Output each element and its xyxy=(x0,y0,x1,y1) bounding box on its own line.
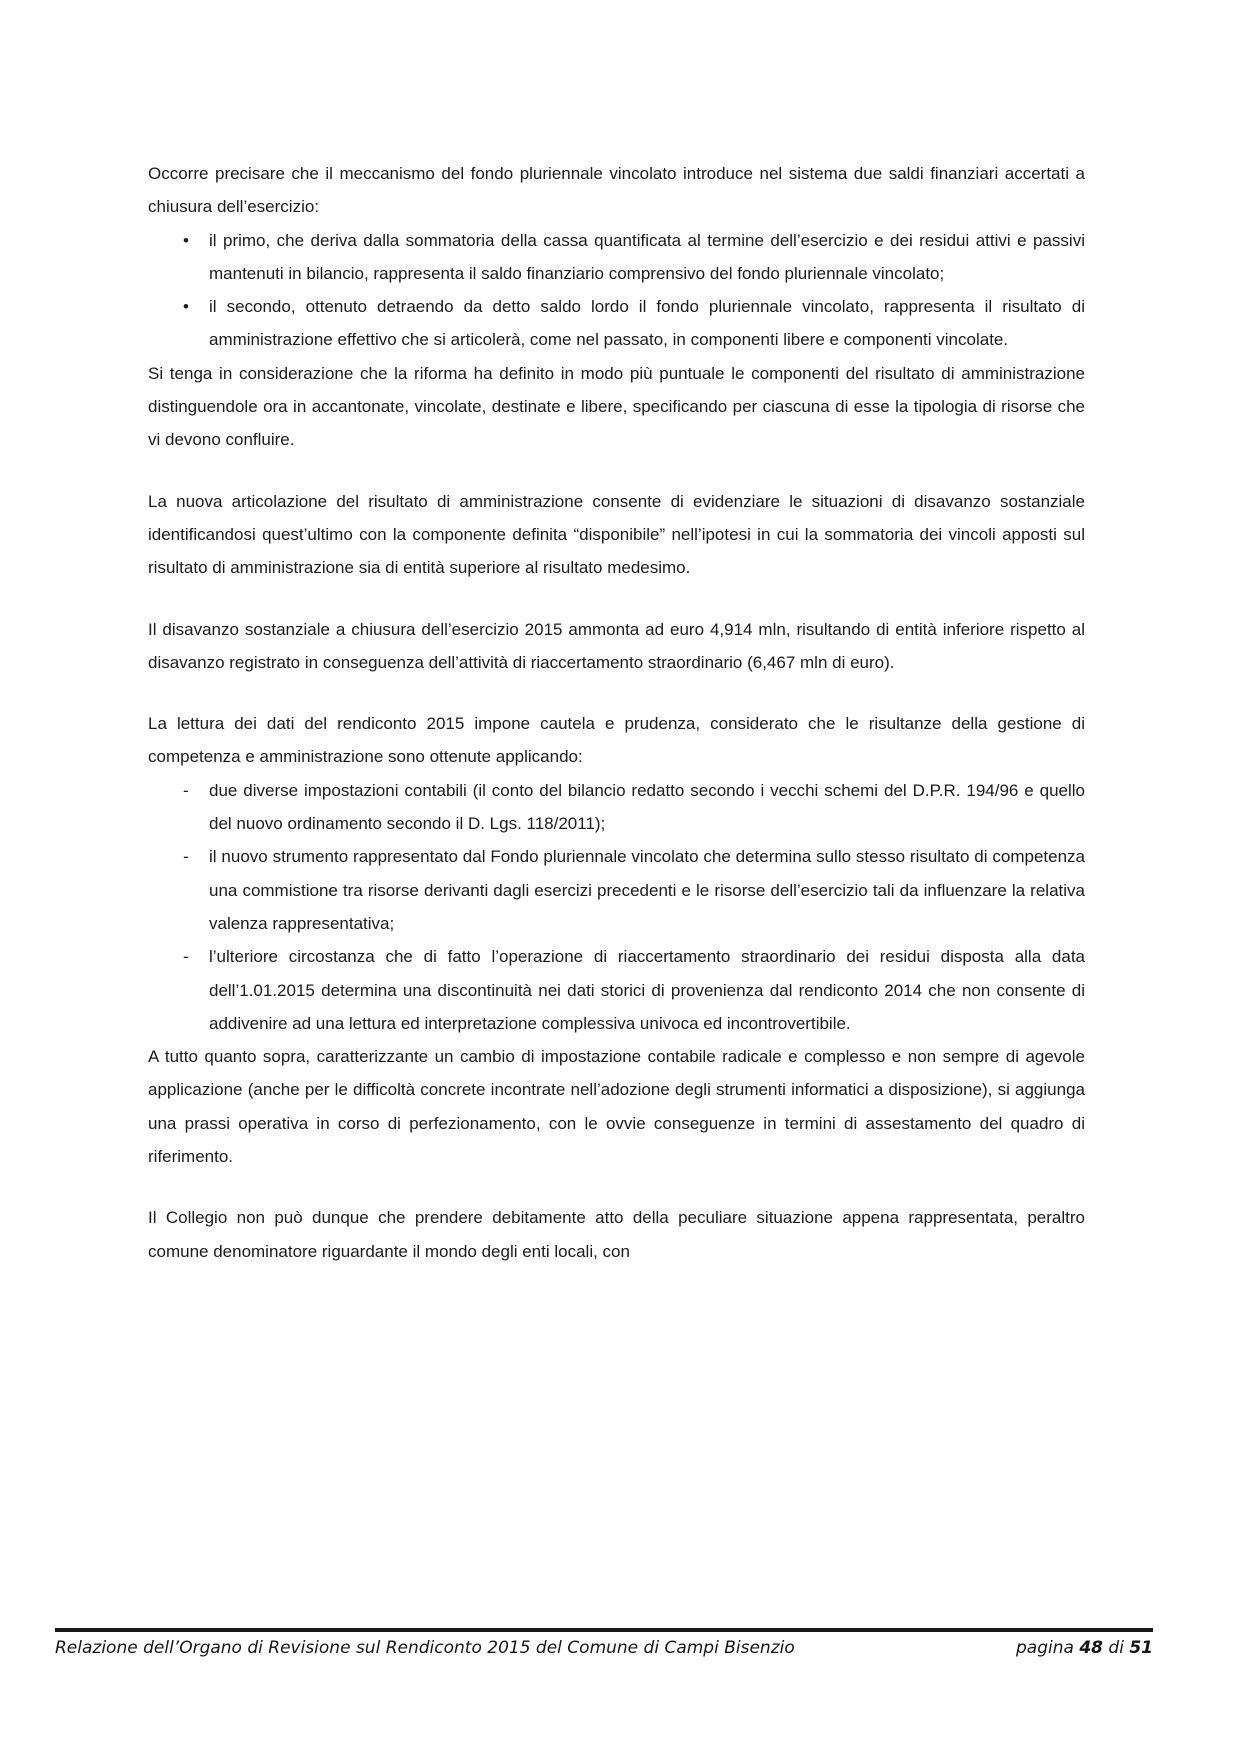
footer-page-total: 51 xyxy=(1129,1638,1153,1658)
paragraph-collegio: Il Collegio non può dunque che prendere debitamente atto della peculiare situazione appena rappresentata, peraltro comune denominatore riguardante il mondo degli enti locali, con xyxy=(148,1208,1085,1261)
paragraph-riforma: Si tenga in considerazione che la riforma ha definito in modo più puntuale le componenti del risultato di amministrazione distinguendole ora in accantonate, vincolate, destinate e libere, specificando per ciascuna di esse la tipologia di risorse che vi devono confluire. xyxy=(148,363,1085,450)
list-item-text: il primo, che deriva dalla sommatoria della cassa quantificata al termine dell’esercizio e dei residui attivi e passivi mantenuti in bilancio, rappresenta il saldo finanziario comprensivo del fondo pluriennale vincolato; xyxy=(209,230,1085,283)
footer-page-separator: di xyxy=(1108,1638,1124,1658)
paragraph-lettura-dati: La lettura dei dati del rendiconto 2015 impone cautela e prudenza, considerato che le risultanze della gestione di competenza e amministrazione sono ottenute applicando: xyxy=(148,714,1085,767)
list-item xyxy=(148,774,1085,841)
footer-rule xyxy=(55,1628,1153,1632)
dash-list xyxy=(148,774,1085,1040)
list-item xyxy=(148,224,1085,291)
list-item xyxy=(148,840,1085,940)
page-footer xyxy=(55,1636,1153,1660)
footer-page-label: pagina xyxy=(1016,1638,1074,1658)
document-body xyxy=(148,157,1085,1268)
list-item-text: il secondo, ottenuto detraendo da detto saldo lordo il fondo pluriennale vincolato, rappresenta il risultato di amministrazione effettivo che si articolerà, come nel passato, in componenti libere e componenti vincolate. xyxy=(209,297,1085,350)
dash-icon: - xyxy=(183,847,189,867)
footer-page-current: 48 xyxy=(1079,1638,1103,1658)
dash-icon: - xyxy=(183,780,189,800)
paragraph-a-tutto-quanto: A tutto quanto sopra, caratterizzante un cambio di impostazione contabile radicale e complesso e non sempre di agevole applicazione (anche per le difficoltà concrete incontrate nell’adozione degli strumenti informatici a disposizione), si aggiunga una prassi operativa in corso di perfezionamento, con le ovvie conseguenze in termini di assestamento del quadro di riferimento. xyxy=(148,1047,1085,1167)
footer-page-number xyxy=(1016,1636,1153,1660)
paragraph-intro: Occorre precisare che il meccanismo del fondo pluriennale vincolato introduce nel sistema due saldi finanziari accertati a chiusura dell’esercizio: xyxy=(148,164,1085,217)
list-item-text: il nuovo strumento rappresentato dal Fondo pluriennale vincolato che determina sullo stesso risultato di competenza una commistione tra risorse derivanti dagli esercizi precedenti e le risorse dell’esercizio tali da influenzare la relativa valenza rappresentativa; xyxy=(209,847,1085,933)
dash-icon: - xyxy=(183,947,189,967)
list-item xyxy=(148,940,1085,1040)
list-item xyxy=(148,290,1085,357)
list-item-text: due diverse impostazioni contabili (il conto del bilancio redatto secondo i vecchi schemi del D.P.R. 194/96 e quello del nuovo ordinamento secondo il D. Lgs. 118/2011); xyxy=(209,780,1085,834)
paragraph-disavanzo: Il disavanzo sostanziale a chiusura dell’esercizio 2015 ammonta ad euro 4,914 mln, risultando di entità inferiore rispetto al disavanzo registrato in conseguenza dell’attività di riaccertamento straordinario (6,467 mln di euro). xyxy=(148,619,1085,672)
list-item-text: l’ulteriore circostanza che di fatto l’operazione di riaccertamento straordinario dei residui disposta alla data dell’1.01.2015 determina una discontinuità nei dati storici di provenienza dal rendiconto 2014 che non consente di addivenire ad una lettura ed interpretazione complessiva univoca ed incontrovertibile. xyxy=(209,947,1085,1033)
bullet-icon: • xyxy=(183,297,189,317)
paragraph-nuova-articolazione: La nuova articolazione del risultato di amministrazione consente di evidenziare le situazioni di disavanzo sostanziale identificandosi quest’ultimo con la componente definita “disponibile” nell’ipotesi in cui la sommatoria dei vincoli apposti sul risultato di amministrazione sia di entità superiore al risultato medesimo. xyxy=(148,491,1085,578)
bullet-list xyxy=(148,224,1085,357)
bullet-icon: • xyxy=(183,230,189,250)
footer-document-title: Relazione dell’Organo di Revisione sul Rendiconto 2015 del Comune di Campi Bisenzio xyxy=(55,1638,795,1658)
